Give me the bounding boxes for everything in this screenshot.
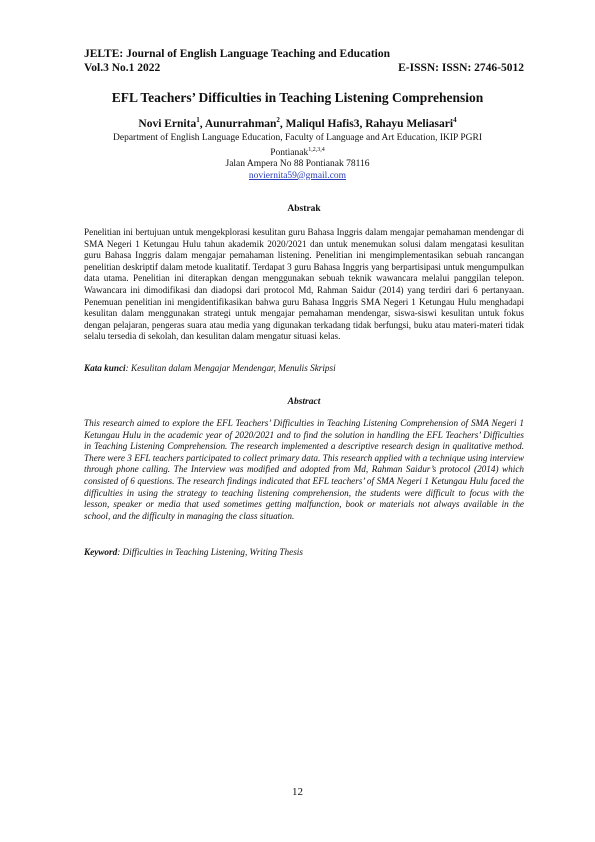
paper-title: EFL Teachers’ Difficulties in Teaching Listening Comprehension [111, 90, 484, 105]
keywords-value: : Kesulitan dalam Mengajar Mendengar, Menulis Skripsi [125, 363, 336, 373]
author-1: Novi Ernita$^1$, [138, 116, 205, 130]
abstract-keywords [84, 547, 524, 559]
abstrak-body: Penelitian ini bertujuan untuk mengekplorasi kesulitan guru Bahasa Inggris dalam mengajar pemahaman mendengar di SMA Negeri 1 Ketungau Hulu tahun akademik 2020/2021 dan untuk menemukan solusi dalam mengatasi kesulitan guru Bahasa Inggris dalam mengajar pemahaman listening. Penelitian ini mengimplementasikan sebuah rancangan penelitian deskriptif dalam metode kualitatif. Terdapat 3 guru Bahasa Inggris yang berpartisipasi untuk mengumpulkan data utama. Penelitian ini diterapkan dengan menggunakan sebuah teknik wawancara melalui panggilan telepon. Wawancara ini dimodifikasi dan diadopsi dari protocol Md, Rahman Saidur (2014) yang terdiri dari 6 pertanyaan. Penemuan penelitian ini mengidentifikasikan bahwa guru Bahasa Inggris SMA Negeri 1 Ketungau Hulu menghadapi kesulitan dalam menggunakan strategi untuk mengajar pemahaman mendengar, siswa-siswi kesulitan untuk fokus dengan pelajaran, pengeras suara atau media yang digunakan terkadang tidak berfungsi, buku atau materi-materi tidak selalu tersedia di sekolah, dan kesulitan dalam mengatur situasi kelas. [84, 227, 524, 342]
abstrak-heading: Abstrak [287, 204, 321, 214]
journal-volume: Vol.3 No.1 2022 [84, 62, 161, 74]
author-4: Rahayu Meliasari$^4$ [365, 116, 457, 130]
keyword-label: Keyword [84, 547, 118, 557]
journal-header [84, 47, 524, 75]
abstract-body: This research aimed to explore the EFL Teachers’ Difficulties in Teaching Listening Comprehension of SMA Negeri 1 Ketungau Hulu in the academic year of 2020/2021 and to find the solution in handling the EFL Teachers’ Difficulties in Teaching Listening Comprehension. The research implemented a descriptive research design in qualitative method. There were 3 EFL teachers participated to collect primary data. This research applied with a technique using interview through phone calling. The Interview was modified and adopted from Md, Rahman Saidur’s protocol (2014) which consisted of 6 questions. The research findings indicated that EFL teachers’ of SMA Negeri 1 Ketungau Hulu faced the difficulties in using the strategy to teaching listening comprehension, the students were difficult to focus with the lesson, speaker or media that used sometimes getting malfunction, book or materials not always available in the school, and the difficulty in managing the class situation. [84, 418, 524, 521]
journal-name: JELTE: Journal of English Language Teaching and Education [84, 48, 391, 60]
affiliation-address: Jalan Ampera No 88 Pontianak 78116 [225, 159, 370, 170]
abstract-heading: Abstract [287, 397, 321, 407]
abstrak-keywords [84, 363, 524, 375]
affiliation-city-line: Pontianak$^{1,2,3,4}$ [270, 146, 325, 158]
author-email-link[interactable]: noviernita59@gmail.com [248, 170, 347, 181]
keywords-label: Kata kunci [84, 363, 126, 373]
keyword-value: : Difficulties in Teaching Listening, Writing Thesis [117, 547, 303, 557]
author-2: Aunurrahman$^2$, [204, 116, 286, 130]
author-3: Maliqul Hafis3, [285, 117, 366, 130]
affiliation [90, 133, 505, 182]
journal-issn: E-ISSN: ISSN: 2746-5012 [398, 62, 524, 74]
author-list [60, 116, 535, 130]
page-number: 12 [292, 786, 303, 798]
affiliation-department: Department of English Language Education, Faculty of Language and Art Education, IKIP PGRI [113, 133, 482, 143]
affiliation-superscript: 1,2,3,4 [308, 146, 325, 153]
